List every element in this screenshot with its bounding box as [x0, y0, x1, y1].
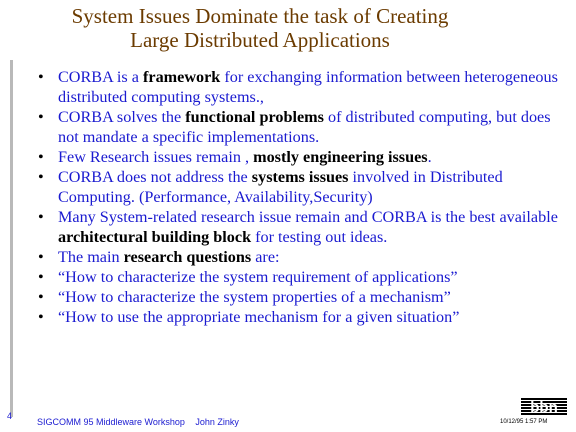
bullet-text: “How to use the appropriate mechanism for a given situation” [58, 308, 460, 326]
bullet-list [38, 67, 568, 327]
bullet-text: “How to characterize the system requirement of applications” [58, 268, 458, 286]
bullet-item [38, 107, 568, 147]
left-rule [10, 60, 13, 417]
bullet-text: CORBA solves the [58, 108, 186, 126]
footer [37, 417, 247, 427]
bullet-text: The main [58, 248, 124, 266]
bbn-logo-text: bbn [530, 399, 558, 416]
bullet-text: . [427, 148, 432, 166]
footer-author: John Zinky [195, 417, 239, 427]
bullet-text: Few Research issues remain , [58, 148, 254, 166]
bullet-emphasis: systems issues [251, 168, 349, 186]
bbn-logo [521, 398, 567, 416]
bullet-text: for testing out ideas. [251, 228, 388, 246]
bullet-emphasis: architectural building block [58, 228, 252, 246]
bullet-text: involved in Distributed Computing. (Performance, Availability,Security) [58, 168, 503, 206]
bullet-item [38, 167, 568, 207]
bullet-text: for exchanging information between heterogeneous distributed computing systems., [58, 68, 558, 106]
bullet-text: CORBA is a [58, 68, 143, 86]
footer-conference: SIGCOMM 95 Middleware Workshop [37, 417, 185, 427]
bullet-item [38, 207, 568, 247]
bullet-emphasis: framework [143, 68, 221, 86]
bullet-item [38, 267, 568, 287]
slide-title-line1: System Issues Dominate the task of Creating [71, 4, 449, 28]
slide-title-line2: Large Distributed Applications [130, 28, 390, 52]
bullet-item [38, 287, 568, 307]
footer-date: 10/12/95 1:57 PM [500, 419, 548, 425]
bullet-text: of distributed computing, but does not mandate a specific implementations. [58, 108, 551, 146]
bullet-item [38, 67, 568, 107]
slide-title [0, 4, 520, 52]
bullet-emphasis: mostly engineering issues [253, 148, 428, 166]
bullet-text: CORBA does not address the [58, 168, 252, 186]
bullet-text: are: [251, 248, 280, 266]
bullet-text: “How to characterize the system properties of a mechanism” [58, 288, 451, 306]
bullet-item [38, 307, 568, 327]
bullet-text: Many System-related research issue remain and CORBA is the best available [58, 208, 558, 226]
bullet-emphasis: functional problems [185, 108, 324, 126]
bullet-emphasis: research questions [123, 248, 252, 266]
bullet-item [38, 147, 568, 167]
bullet-item [38, 247, 568, 267]
page-number: 4 [7, 411, 13, 421]
